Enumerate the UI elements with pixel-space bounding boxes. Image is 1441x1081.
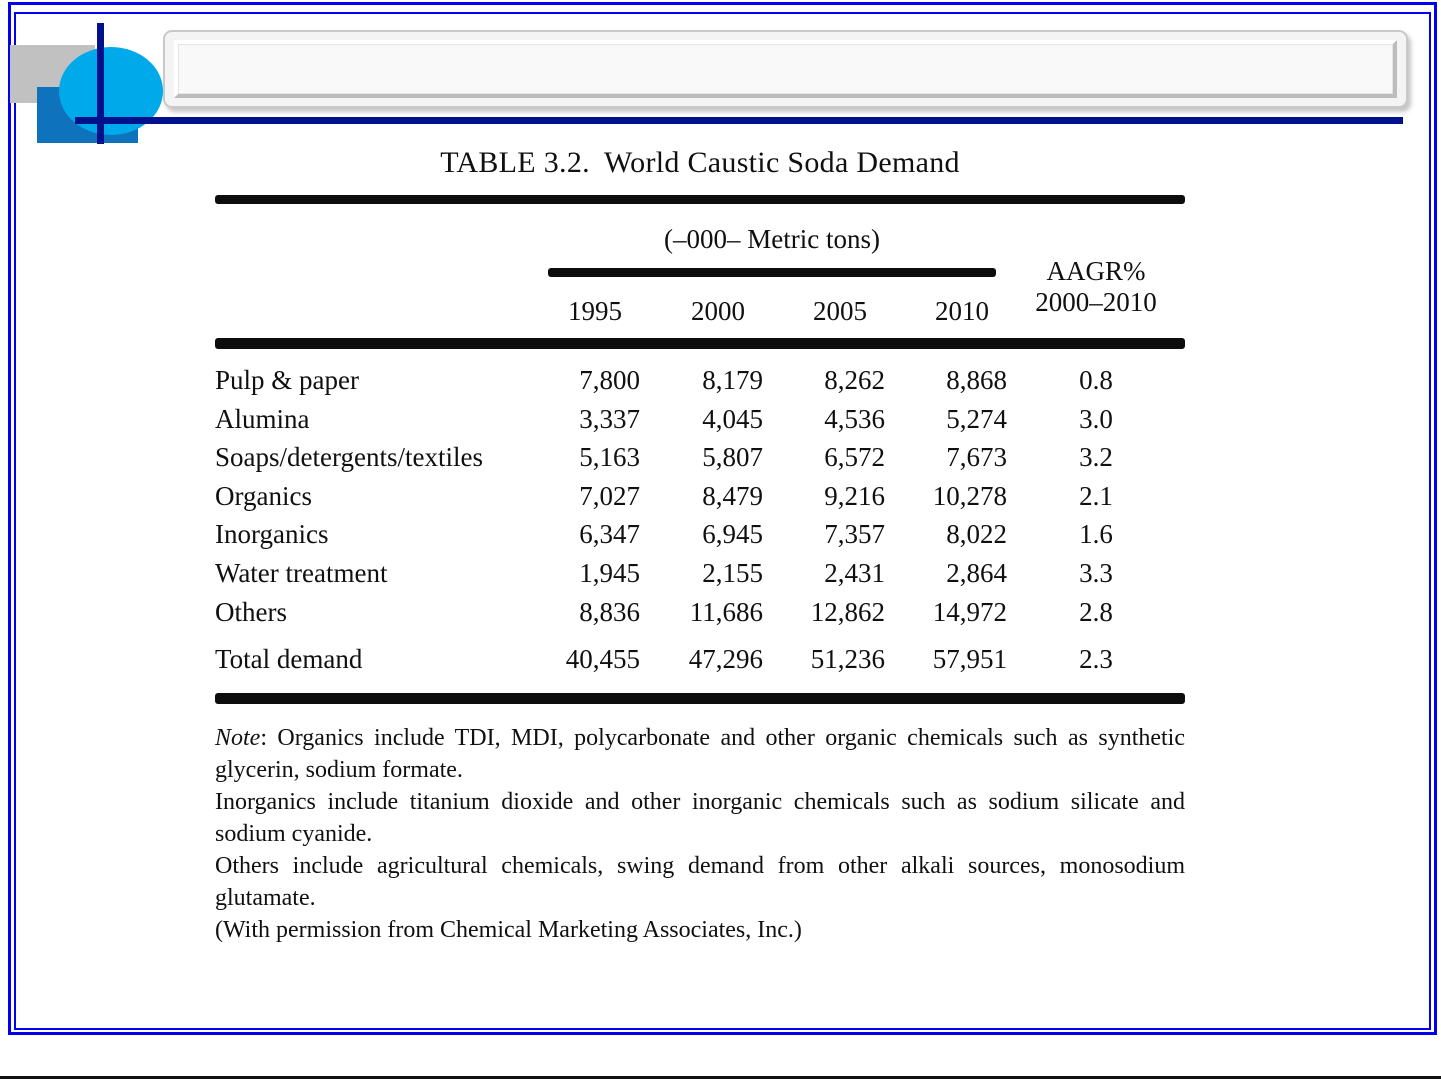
cell-2000: 8,179 [702,365,763,395]
cell-1995: 8,836 [579,596,640,627]
cell-1995: 3,337 [579,403,640,434]
cell-aagr: 2.1 [1079,480,1113,511]
row-label: Others [215,596,287,627]
cell-2010: 8,868 [946,365,1007,395]
table-year-header-row [215,292,1185,331]
note-inorganics: Inorganics include titanium dioxide and other inorganic chemicals such as sodium silicate and sodium cyanide. [215,789,1185,847]
year-header-2005: 2005 [813,296,867,326]
table-row [215,400,1185,439]
row-label: Total demand [215,644,363,675]
table-body [215,349,1185,704]
table-row [215,515,1185,554]
page-bottom-rule [0,1076,1441,1079]
table-bottom-rule [215,693,1185,704]
table-row [215,438,1185,477]
cell-2000: 47,296 [688,644,763,675]
year-header-2010: 2010 [935,296,989,326]
crosshair-vertical-line [97,23,104,144]
cell-2005: 9,216 [824,480,885,511]
cell-aagr: 3.2 [1079,442,1113,473]
row-label: Water treatment [215,557,388,588]
cell-2000: 4,045 [702,403,763,434]
cell-2000: 6,945 [702,519,763,550]
row-label: Alumina [215,403,310,434]
cell-1995: 7,027 [579,480,640,511]
table-header [215,204,1185,338]
cell-1995: 6,347 [579,519,640,550]
cell-2005: 4,536 [824,403,885,434]
row-label: Inorganics [215,519,329,550]
cell-2000: 8,479 [702,480,763,511]
cell-aagr: 1.6 [1079,519,1113,550]
table-total-row [215,640,1185,679]
note-others: Others include agricultural chemicals, swing demand from other alkali sources, monosodium glutamate. [215,853,1185,911]
table-row [215,361,1185,400]
cell-1995: 1,945 [579,557,640,588]
cell-2005: 8,262 [824,365,885,395]
cell-aagr: 3.0 [1079,403,1113,434]
slide-title-box-bevel [174,40,1397,98]
cell-2000: 11,686 [689,596,763,627]
cell-aagr: 2.8 [1079,596,1113,627]
table-caption-label: TABLE 3.2. [440,146,590,179]
row-label: Pulp & paper [215,365,359,395]
cell-1995: 5,163 [579,442,640,473]
table-caption-title: World Caustic Soda Demand [603,146,960,179]
cell-aagr: 0.8 [1079,365,1113,395]
table-row [215,593,1185,632]
year-header-1995: 1995 [568,296,622,326]
cell-aagr: 2.3 [1079,644,1113,675]
aagr-header-line1: AAGR% [1046,256,1146,286]
cell-1995: 7,800 [579,365,640,395]
cell-2005: 2,431 [824,557,885,588]
year-header-spacer [215,292,560,331]
crosshair-horizontal-line [75,117,1403,124]
table-caption [215,146,1185,180]
slide-title-box [163,30,1408,108]
cell-2010: 57,951 [932,644,1007,675]
cell-2010: 2,864 [946,557,1007,588]
cell-2010: 14,972 [932,596,1007,627]
table-notes [215,722,1185,946]
row-label: Organics [215,480,312,511]
cell-2005: 12,862 [810,596,885,627]
cell-2010: 5,274 [946,403,1007,434]
year-header-2000: 2000 [691,296,745,326]
cell-2010: 7,673 [946,442,1007,473]
cell-2005: 7,357 [824,519,885,550]
cell-2000: 2,155 [702,557,763,588]
table-top-rule [215,195,1185,204]
aagr-header-line2: 2000–2010 [1035,287,1157,317]
row-label: Soaps/detergents/textiles [215,442,483,473]
note-organics: Note: Organics include TDI, MDI, polycarbonate and other organic chemicals such as synthetic glycerin, sodium formate. [215,725,1185,783]
note-lead-italic: Note [215,725,261,751]
cell-1995: 40,455 [565,644,640,675]
year-header-spacer [1007,292,1185,331]
cell-2005: 6,572 [824,442,885,473]
table-row [215,554,1185,593]
note-permission: (With permission from Chemical Marketing Associates, Inc.) [215,917,802,943]
cell-aagr: 3.3 [1079,557,1113,588]
cell-2010: 8,022 [946,519,1007,550]
table-unit-underline-rule [548,268,996,277]
table-unit-header: (–000– Metric tons) [664,224,880,254]
cell-2000: 5,807 [702,442,763,473]
cell-2005: 51,236 [810,644,885,675]
table-header-rule [215,338,1185,349]
caustic-soda-demand-table [215,195,1185,704]
table-row [215,477,1185,516]
cell-2010: 10,278 [932,480,1007,511]
